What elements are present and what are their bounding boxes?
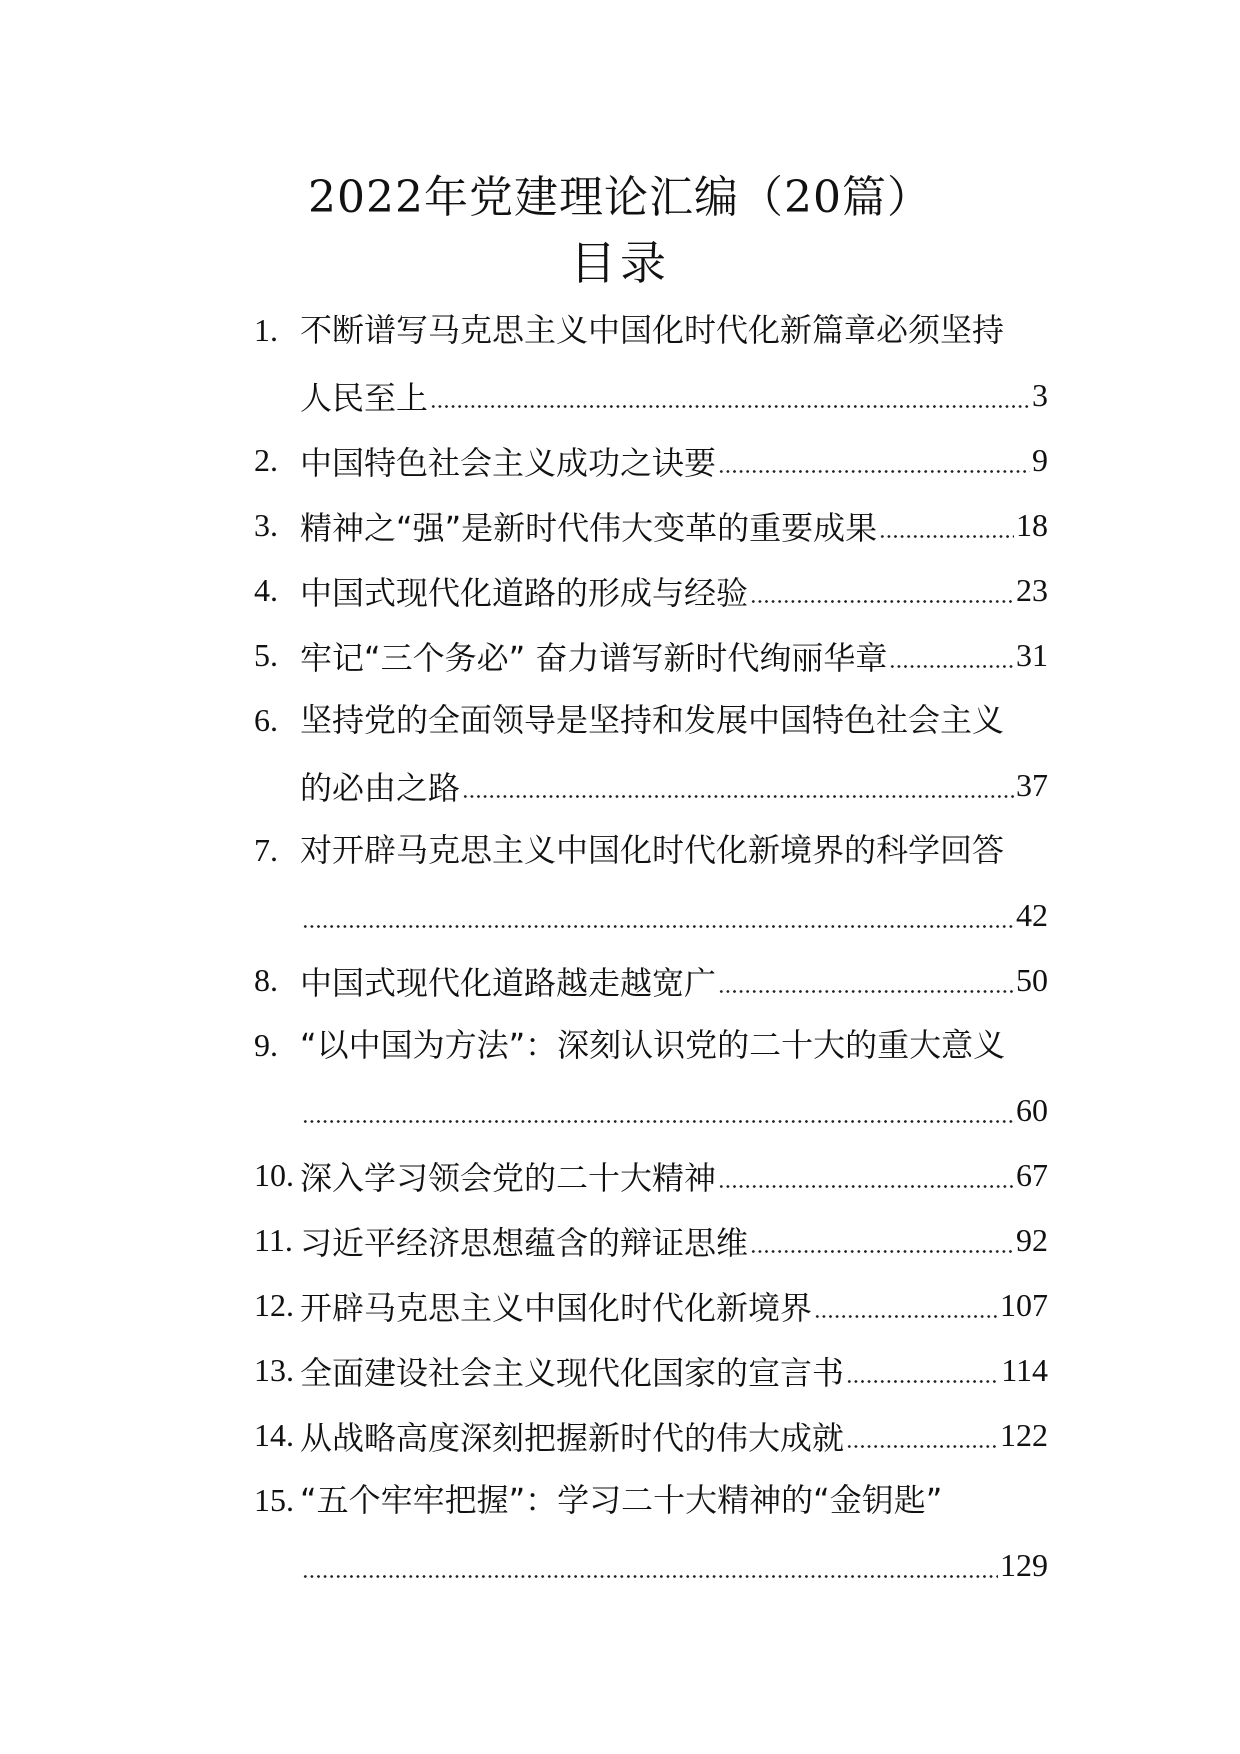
table-of-contents xyxy=(0,298,1240,1598)
toc-leader-line xyxy=(300,1403,1048,1468)
toc-entry-title: 开辟马克思主义中国化时代化新境界 xyxy=(300,1288,813,1327)
toc-leader-line xyxy=(300,1533,1048,1598)
toc-entry-title: 精神之“强”是新时代伟大变革的重要成果 xyxy=(300,508,878,547)
dot-leader xyxy=(302,1546,998,1586)
toc-entry[interactable] xyxy=(0,1468,1240,1598)
dot-leader xyxy=(718,961,1014,1001)
dot-leader xyxy=(302,1091,1014,1131)
toc-entry[interactable] xyxy=(0,688,1240,818)
toc-leader-line xyxy=(300,363,1048,428)
toc-entry-title: 对开辟马克思主义中国化时代化新境界的科学回答 xyxy=(300,831,1005,869)
dot-leader xyxy=(846,1351,999,1391)
toc-entry-title: 坚持党的全面领导是坚持和发展中国特色社会主义 xyxy=(300,701,1005,739)
toc-entry-title: 中国式现代化道路的形成与经验 xyxy=(300,573,749,612)
toc-entry[interactable] xyxy=(0,1338,1240,1403)
toc-entry-number: 8. xyxy=(254,962,278,998)
toc-leader-line xyxy=(300,1078,1048,1143)
dot-leader xyxy=(718,441,1030,481)
toc-leader-line xyxy=(300,493,1048,558)
toc-entry[interactable] xyxy=(0,1208,1240,1273)
toc-entry-number: 10. xyxy=(254,1157,294,1193)
toc-entry-title: 习近平经济思想蕴含的辩证思维 xyxy=(300,1223,749,1262)
toc-entry[interactable] xyxy=(0,1403,1240,1468)
toc-entry-number: 4. xyxy=(254,572,278,608)
toc-entry-title: “以中国为方法”：深刻认识党的二十大的重大意义 xyxy=(300,1026,1006,1064)
document-title: 2022年党建理论汇编（20篇） xyxy=(308,172,932,223)
dot-leader xyxy=(750,1221,1014,1261)
toc-entry-title: “五个牢牢把握”：学习二十大精神的“金钥匙” xyxy=(300,1481,943,1519)
dot-leader xyxy=(430,376,1030,416)
toc-entry[interactable] xyxy=(0,1273,1240,1338)
toc-entry-title: 中国式现代化道路越走越宽广 xyxy=(300,963,717,1002)
toc-entry-number: 1. xyxy=(254,312,278,348)
toc-entry-number: 6. xyxy=(254,702,278,738)
toc-entry[interactable] xyxy=(0,1143,1240,1208)
toc-entry-number: 14. xyxy=(254,1417,294,1453)
toc-leader-line xyxy=(300,1338,1048,1403)
toc-leader-line xyxy=(300,883,1048,948)
toc-page-number: 67 xyxy=(1016,1157,1048,1193)
toc-leader-line xyxy=(300,948,1048,1013)
toc-page-number: 23 xyxy=(1016,572,1048,608)
toc-leader-line xyxy=(300,753,1048,818)
toc-entry-title: 中国特色社会主义成功之诀要 xyxy=(300,443,717,482)
toc-entry[interactable] xyxy=(0,558,1240,623)
toc-heading: 目录 xyxy=(570,236,670,290)
toc-entry-title-continuation: 人民至上 xyxy=(300,378,429,417)
toc-entry-title: 深入学习领会党的二十大精神 xyxy=(300,1158,717,1197)
toc-page-number: 122 xyxy=(1000,1417,1048,1453)
toc-leader-line xyxy=(300,1208,1048,1273)
toc-entry[interactable] xyxy=(0,948,1240,1013)
toc-entry-number: 9. xyxy=(254,1027,278,1063)
toc-leader-line xyxy=(300,428,1048,493)
toc-entry-number: 2. xyxy=(254,442,278,478)
toc-page-number: 37 xyxy=(1016,767,1048,803)
toc-entry-number: 5. xyxy=(254,637,278,673)
toc-page-number: 42 xyxy=(1016,897,1048,933)
toc-entry-title: 从战略高度深刻把握新时代的伟大成就 xyxy=(300,1418,845,1457)
toc-leader-line xyxy=(300,1273,1048,1338)
dot-leader xyxy=(302,896,1014,936)
toc-entry[interactable] xyxy=(0,1013,1240,1143)
dot-leader xyxy=(462,766,1014,806)
toc-page-number: 18 xyxy=(1016,507,1048,543)
toc-entry-number: 7. xyxy=(254,832,278,868)
toc-entry[interactable] xyxy=(0,428,1240,493)
dot-leader xyxy=(718,1156,1014,1196)
dot-leader xyxy=(889,636,1014,676)
toc-page-number: 9 xyxy=(1032,442,1048,478)
toc-entry-title: 不断谱写马克思主义中国化时代化新篇章必须坚持 xyxy=(300,311,1005,349)
toc-page-number: 31 xyxy=(1016,637,1048,673)
toc-entry[interactable] xyxy=(0,298,1240,428)
toc-entry[interactable] xyxy=(0,493,1240,558)
toc-page-number: 50 xyxy=(1016,962,1048,998)
toc-leader-line xyxy=(300,558,1048,623)
toc-leader-line xyxy=(300,1143,1048,1208)
toc-entry-number: 13. xyxy=(254,1352,294,1388)
dot-leader xyxy=(814,1286,998,1326)
toc-entry-title: 牢记“三个务必” 奋力谱写新时代绚丽华章 xyxy=(300,638,888,677)
toc-page-number: 107 xyxy=(1000,1287,1048,1323)
toc-entry-number: 15. xyxy=(254,1482,294,1518)
toc-entry-title: 全面建设社会主义现代化国家的宣言书 xyxy=(300,1353,845,1392)
toc-entry-number: 3. xyxy=(254,507,278,543)
toc-page-number: 114 xyxy=(1001,1352,1048,1388)
toc-entry-number: 11. xyxy=(254,1222,293,1258)
dot-leader xyxy=(750,571,1014,611)
toc-page-number: 92 xyxy=(1016,1222,1048,1258)
dot-leader xyxy=(846,1416,998,1456)
toc-page-number: 129 xyxy=(1000,1547,1048,1583)
toc-page-number: 3 xyxy=(1032,377,1048,413)
toc-entry-title-continuation: 的必由之路 xyxy=(300,768,461,807)
toc-entry-number: 12. xyxy=(254,1287,294,1323)
toc-page-number: 60 xyxy=(1016,1092,1048,1128)
dot-leader xyxy=(879,506,1014,546)
toc-entry[interactable] xyxy=(0,623,1240,688)
toc-leader-line xyxy=(300,623,1048,688)
toc-entry[interactable] xyxy=(0,818,1240,948)
